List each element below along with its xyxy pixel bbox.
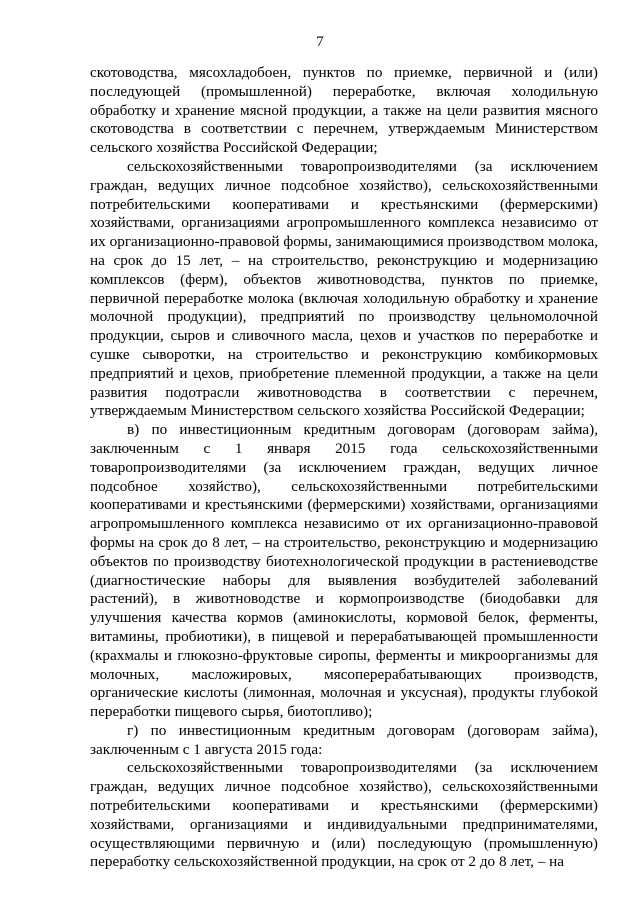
- body-text: [90, 64, 598, 872]
- paragraph-item-g: г) по инвестиционным кредитным договорам (договорам займа), заключенным с 1 августа 2015 года:: [90, 721, 598, 758]
- paragraph-continuation: скотоводства, мясохладобоен, пунктов по приемке, первичной и (или) последующей (промышленной) переработке, включая холодильную обработку и хранение мясной продукции, а также на цели развития мясного скотоводства в соответствии с перечнем, утверждаемым Министерством сельского хозяйства Российской Федерации;: [90, 64, 598, 157]
- page-number: 7: [316, 34, 324, 50]
- paragraph-milk-producers: сельскохозяйственными товаропроизводителями (за исключением граждан, ведущих личное подсобное хозяйство), сельскохозяйственными потребительскими кооперативами и крестьянскими (фермерскими) хозяйствами, организациями агропромышленного комплекса независимо от их организационно-правовой формы, занимающимися производством молока, на срок до 15 лет, – на строительство, реконструкцию и модернизацию комплексов (ферм), объектов животноводства, пунктов по приемке, первичной переработке молока (включая холодильную обработку и хранение молочной продукции), предприятий по производству цельномолочной продукции, сыров и сливочного масла, цехов и участков по переработке и сушке сыворотки, на строительство и реконструкцию комбикормовых предприятий и цехов, приобретение племенной продукции, а также на цели развития подотрасли животноводства в соответствии с перечнем, утверждаемым Министерством сельского хозяйства Российской Федерации;: [90, 157, 598, 420]
- paragraph-processors: сельскохозяйственными товаропроизводителями (за исключением граждан, ведущих личное подсобное хозяйство), сельскохозяйственными потребительскими кооперативами и крестьянскими (фермерскими) хозяйствами, организациями и индивидуальными предпринимателями, осуществляющими первичную и (или) последующую (промышленную) переработку сельскохозяйственной продукции, на срок от 2 до 8 лет, – на: [90, 759, 598, 871]
- paragraph-item-v: в) по инвестиционным кредитным договорам (договорам займа), заключенным с 1 января 2015 года сельскохозяйственными товаропроизводителями (за исключением граждан, ведущих личное подсобное хозяйство), сельскохозяйственными потребительскими кооперативами и крестьянскими (фермерскими) хозяйствами, организациями агропромышленного комплекса независимо от их организационно-правовой формы на срок до 8 лет, – на строительство, реконструкцию и модернизацию объектов по производству биотехнологической продукции в растениеводстве (диагностические наборы для выявления возбудителей заболеваний растений), в животноводстве и кормопроизводстве (биодобавки для улучшения качества кормов (аминокислоты, кормовой белок, ферменты, витамины, пробиотики), в пищевой и перерабатывающей промышленности (крахмалы и глюкозно-фруктовые сиропы, ферменты и микроорганизмы для молочных, масложировых, мясоперерабатывающих производств, органические кислоты (лимонная, молочная и уксусная), продукты глубокой переработки пищевого сырья, биотопливо);: [90, 421, 598, 721]
